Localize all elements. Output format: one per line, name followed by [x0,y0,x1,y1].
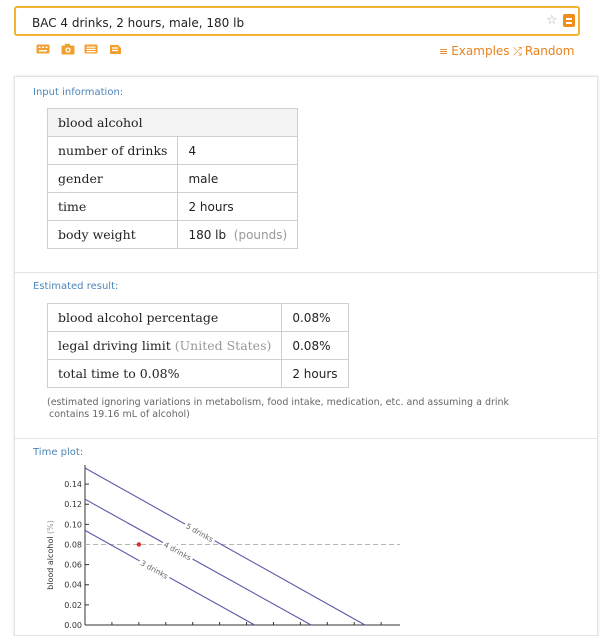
result-footnote [47,397,547,421]
input-table [47,108,298,249]
pod-divider [15,438,597,439]
row-key: body weight [48,221,178,249]
result-table [47,303,349,388]
table-row [48,332,349,360]
row-value: 2 hours [282,360,348,388]
row-value: 4 [178,137,298,165]
y-tick-label: 0.02 [64,600,82,610]
examples-label: Examples [451,44,510,58]
table-row [48,221,298,249]
pod-divider [15,272,597,273]
series-line [85,468,365,625]
camera-icon[interactable] [61,43,75,57]
footnote-line: contains 19.16 mL of alcohol) [49,409,190,420]
row-value [178,221,298,249]
series-label: 3 drinks [138,558,170,581]
extended-keyboard-icon[interactable] [108,43,122,57]
row-key-text: legal driving limit [58,338,171,353]
weight-unit-note: (pounds) [233,227,288,242]
result-pod-title: Estimated result: [33,281,119,292]
row-key [48,332,282,360]
series-label: 5 drinks [184,521,215,545]
examples-link[interactable] [439,44,510,59]
row-key: total time to 0.08% [48,360,282,388]
row-key: time [48,193,178,221]
compute-button[interactable] [563,14,575,27]
region-note: (United States) [174,338,272,353]
input-table-header: blood alcohol [48,109,298,137]
table-row [48,137,298,165]
star-icon[interactable]: ☆ [546,13,558,28]
row-value: 0.08% [282,332,348,360]
footnote-line: (estimated ignoring variations in metabolism, food intake, medication, etc. and assuming a drink [47,397,510,408]
random-link[interactable] [513,44,575,59]
time-plot [33,465,433,635]
y-axis-label: blood alcohol (%) [46,520,55,590]
y-tick-label: 0.00 [64,621,82,630]
y-tick-label: 0.12 [64,500,82,510]
series-label: 4 drinks [162,539,193,563]
y-tick-label: 0.04 [64,580,82,590]
row-key: blood alcohol percentage [48,304,282,332]
data-input-icon[interactable] [84,43,98,57]
y-tick-label: 0.06 [64,560,82,570]
list-icon: ≡ [439,45,449,58]
row-value: 2 hours [178,193,298,221]
y-tick-label: 0.14 [64,480,82,490]
random-label: Random [524,44,575,58]
search-input[interactable] [30,12,534,34]
weight-value: 180 lb [188,227,227,242]
table-row [48,360,349,388]
series-line [85,499,311,625]
table-row [48,193,298,221]
results-panel [14,76,598,636]
row-value: 0.08% [282,304,348,332]
keyboard-icon[interactable] [36,43,50,57]
current-point-marker [137,542,141,546]
row-key: gender [48,165,178,193]
shuffle-icon: ⤮ [513,45,522,58]
row-value: male [178,165,298,193]
input-pod-title: Input information: [33,87,124,98]
y-tick-label: 0.10 [64,520,82,530]
plot-pod-title: Time plot: [33,447,84,458]
row-key: number of drinks [48,137,178,165]
search-bar[interactable] [14,6,580,36]
table-row [48,304,349,332]
y-tick-label: 0.08 [64,540,82,550]
table-row [48,165,298,193]
